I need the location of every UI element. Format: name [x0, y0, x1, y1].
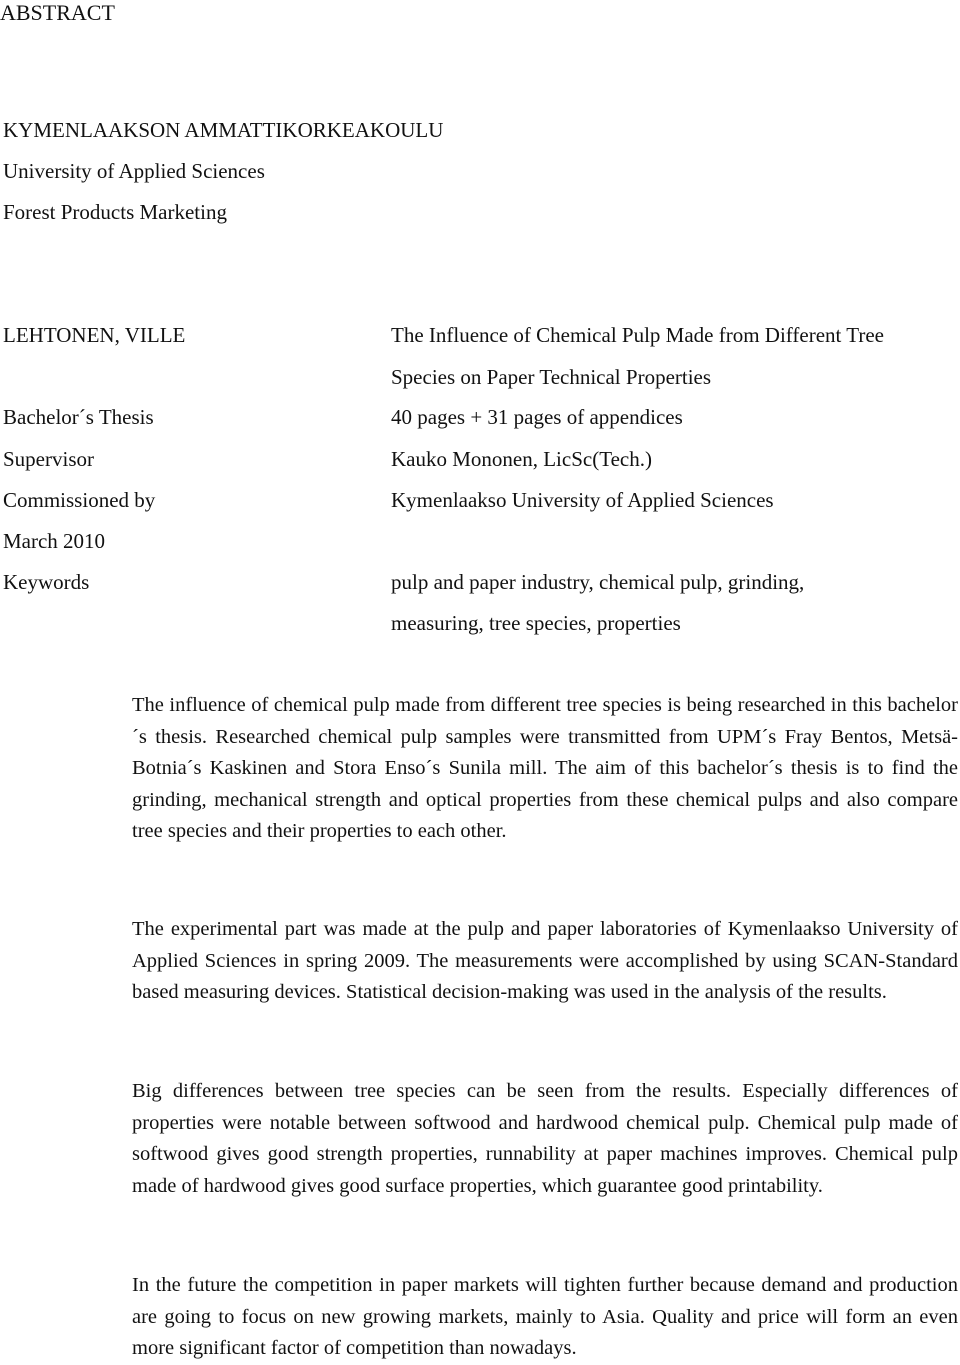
- page-heading: ABSTRACT: [0, 0, 115, 25]
- institution-name: KYMENLAAKSON AMMATTIKORKEAKOULU: [3, 118, 444, 142]
- commissioned-value: Kymenlaakso University of Applied Sciences: [391, 488, 774, 512]
- institution-subtitle: University of Applied Sciences: [3, 159, 265, 183]
- date: March 2010: [3, 529, 106, 553]
- thesis-title-line1: The Influence of Chemical Pulp Made from Different Tree: [391, 323, 884, 347]
- supervisor-label: Supervisor: [3, 447, 94, 471]
- page-count: 40 pages + 31 pages of appendices: [391, 405, 683, 429]
- program-name: Forest Products Marketing: [3, 200, 227, 224]
- abstract-paragraph-4: In the future the competition in paper markets will tighten further because demand and production are going to focus on new growing markets, mainly to Asia. Quality and price will form an even more significant factor of competition than nowadays.: [132, 1274, 958, 1360]
- author-name: LEHTONEN, VILLE: [3, 323, 186, 347]
- keywords-line1: pulp and paper industry, chemical pulp, grinding,: [391, 570, 805, 594]
- commissioned-label: Commissioned by: [3, 488, 156, 512]
- supervisor-value: Kauko Mononen, LicSc(Tech.): [391, 447, 652, 471]
- thesis-title-line2: Species on Paper Technical Properties: [391, 365, 712, 389]
- abstract-paragraph-3: Big differences between tree species can be seen from the results. Especially differences of properties were notable between softwood and hardwood chemical pulp. Chemical pulp made of softwood gives good strength properties, runnability at paper machines improves. Chemical pulp made of hardwood gives good surface properties, which guarantee good printability.: [132, 1080, 958, 1197]
- keywords-label: Keywords: [3, 570, 90, 594]
- keywords-line2: measuring, tree species, properties: [391, 611, 681, 635]
- abstract-paragraph-1: The influence of chemical pulp made from different tree species is being researched in this bachelor´s thesis. Researched chemical pulp samples were transmitted from UPM´s Fray Bentos, Metsä-Botnia´s Kaskinen and Stora Enso´s Sunila mill. The aim of this bachelor´s thesis is to find the grinding, mechanical strength and optical properties from these chemical pulps and also compare tree species and their properties to each other.: [132, 694, 958, 843]
- thesis-type-label: Bachelor´s Thesis: [3, 405, 154, 429]
- abstract-paragraph-2: The experimental part was made at the pulp and paper laboratories of Kymenlaakso University of Applied Sciences in spring 2009. The measurements were accomplished by using SCAN-Standard based measuring devices. Statistical decision-making was used in the analysis of the results.: [132, 918, 958, 1004]
